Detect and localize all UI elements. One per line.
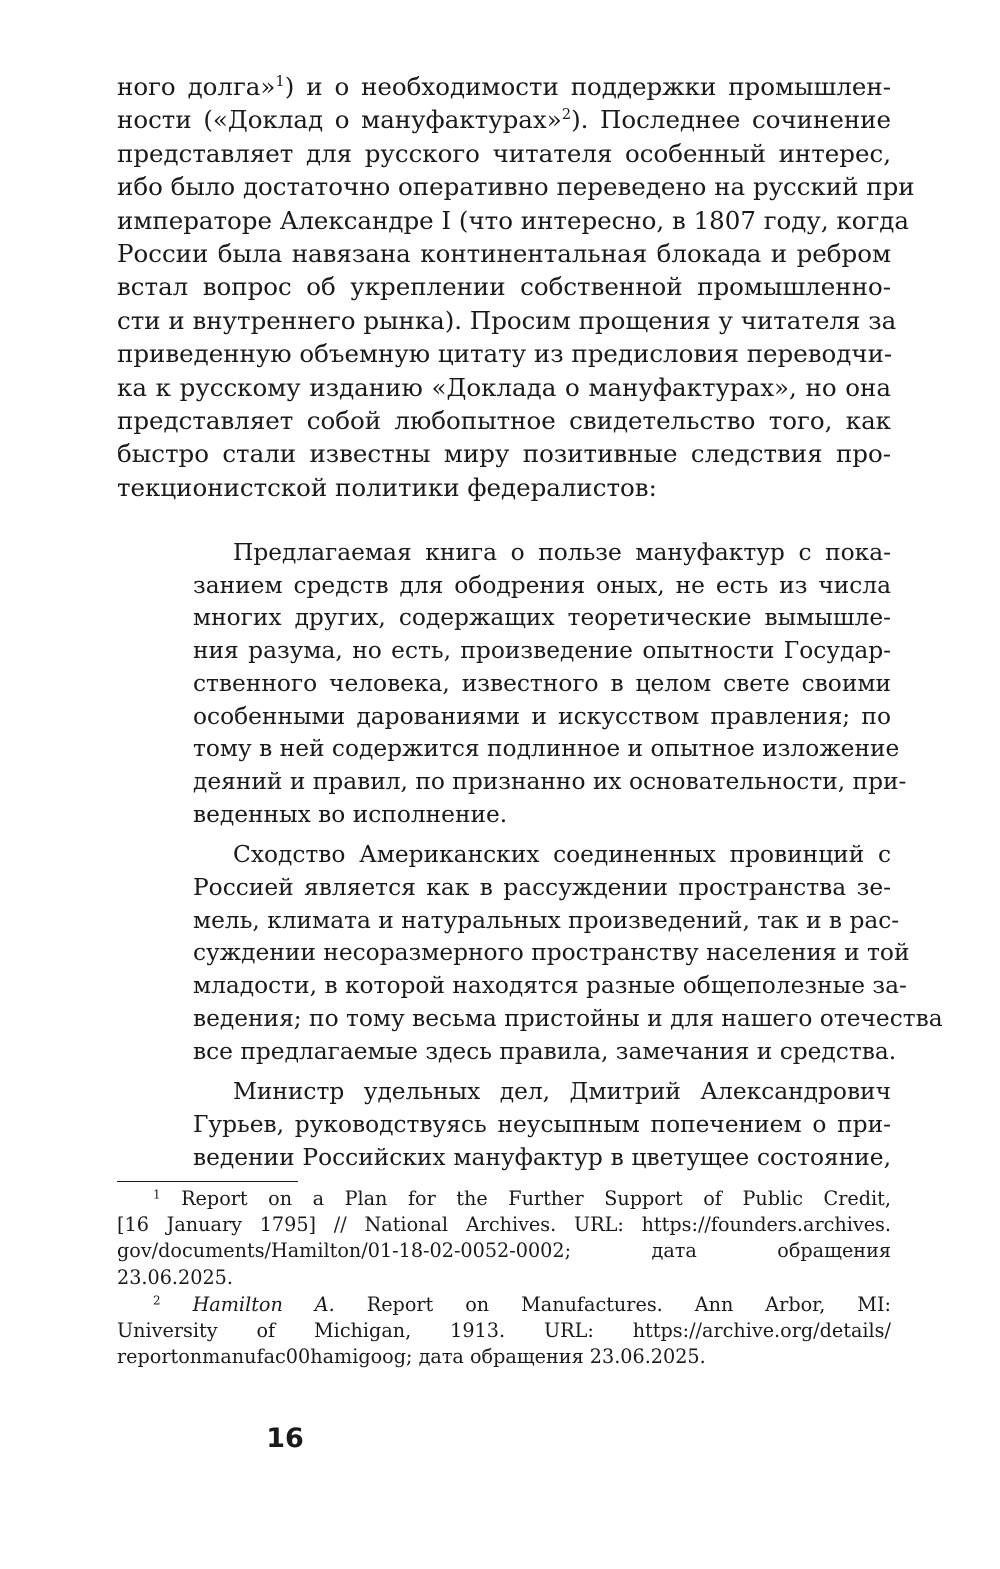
text-line: ности («Доклад о мануфактурах»$^2$). Последнее сочинение [117,105,891,135]
text-line: приведенную объемную цитату из предисловия переводчи- [117,339,893,369]
text-line: University of Michigan, 1913. URL: https://archive.org/details/ [117,1319,891,1343]
text-line: Сходство Американских соединенных провинций с [233,841,891,869]
text-line: gov/documents/Hamilton/01-18-02-0052-0002; дата обращения [117,1239,891,1263]
text-line: $^2$ Hamilton A. Report on Manufactures. Ann Arbor, MI: [153,1292,891,1316]
text-line: ственного человека, известного в целом свете своими [193,669,891,697]
text-line: Министр удельных дел, Дмитрий Александрович [233,1078,891,1106]
footnote-2 [117,1292,891,1371]
text-line: тому в ней содержится подлинное и опытное изложение [193,735,900,763]
text-line: все предлагаемые здесь правила, замечания и средства. [193,1037,897,1065]
text-line: текционистской политики федералистов: [117,472,657,502]
text-line: reportonmanufac00hamigoog; дата обращения 23.06.2025. [117,1345,706,1369]
text-line: занием средств для ободрения оных, не есть из числа [193,571,891,599]
text-line: императоре Александре I (что интересно, в 1807 году, когда [117,205,909,235]
text-line: сти и внутреннего рынка). Просим прощения у читателя за [117,305,897,335]
text-line: ведения; по тому весьма пристойны и для нашего отечества [193,1004,943,1032]
text-line: Гурьев, руководствуясь неусыпным попечением о при- [193,1110,891,1138]
footnote-1 [117,1186,891,1291]
block-quote [193,537,943,1182]
text-line: [16 January 1795] // National Archives. URL: https://founders.archives. [117,1213,891,1237]
footnotes [117,1186,891,1371]
quote-paragraph [193,839,943,1068]
text-line: особенными дарованиями и искусством правления; по [193,702,891,730]
footnote-author: Hamilton A. [192,1292,335,1316]
footnote-marker: 1 [153,1187,161,1202]
footnote-divider [117,1181,298,1182]
quote-paragraph [193,537,907,831]
text-line: представляет для русского читателя особенный интерес, [117,138,891,168]
footnote-ref[interactable]: 1 [275,72,285,90]
text-line: ибо было достаточно оперативно переведено на русский при [117,172,915,202]
text-line: деяний и правил, по признанно их основательности, при- [193,767,907,795]
text-line: Предлагаемая книга о пользе мануфактур с пока- [233,539,891,566]
text-line: $^1$ Report on a Plan for the Further Support of Public Credit, [153,1187,891,1210]
text-line: представляет собой любопытное свидетельство того, как [117,406,891,436]
text-line: России была навязана континентальная блокада и ребром [117,239,891,269]
text-line: суждении несоразмерного пространству населения и той [193,939,910,967]
text-line: Россией является как в рассуждении пространства зе- [193,874,891,902]
footnote-marker: 2 [153,1293,161,1308]
text-line: встал вопрос об укреплении собственной промышленно- [117,272,891,302]
text-line: веденных во исполнение. [193,800,508,828]
text-line: мель, климата и натуральных произведений, так и в рас- [193,906,900,934]
text-line: ведении Российских мануфактур в цветущее состояние, [193,1143,891,1171]
quote-paragraph [193,1076,891,1174]
text-line: младости, в которой находятся разные общеполезные за- [193,972,907,1000]
text-line: ного долга»$^1$) и о необходимости поддержки промышлен- [117,72,891,101]
page-number: 16 [266,1423,304,1454]
text-line: ка к русскому изданию «Доклада о мануфактурах», но она [117,372,891,402]
text-line: ния разума, но есть, произведение опытности Государ- [193,637,891,665]
main-paragraph [117,70,915,504]
text-line: 23.06.2025. [117,1265,233,1289]
footnote-ref[interactable]: 2 [561,106,572,124]
text-line: многих других, содержащих теоретические вымышле- [193,604,891,632]
text-line: быстро стали известны миру позитивные следствия про- [117,439,891,469]
